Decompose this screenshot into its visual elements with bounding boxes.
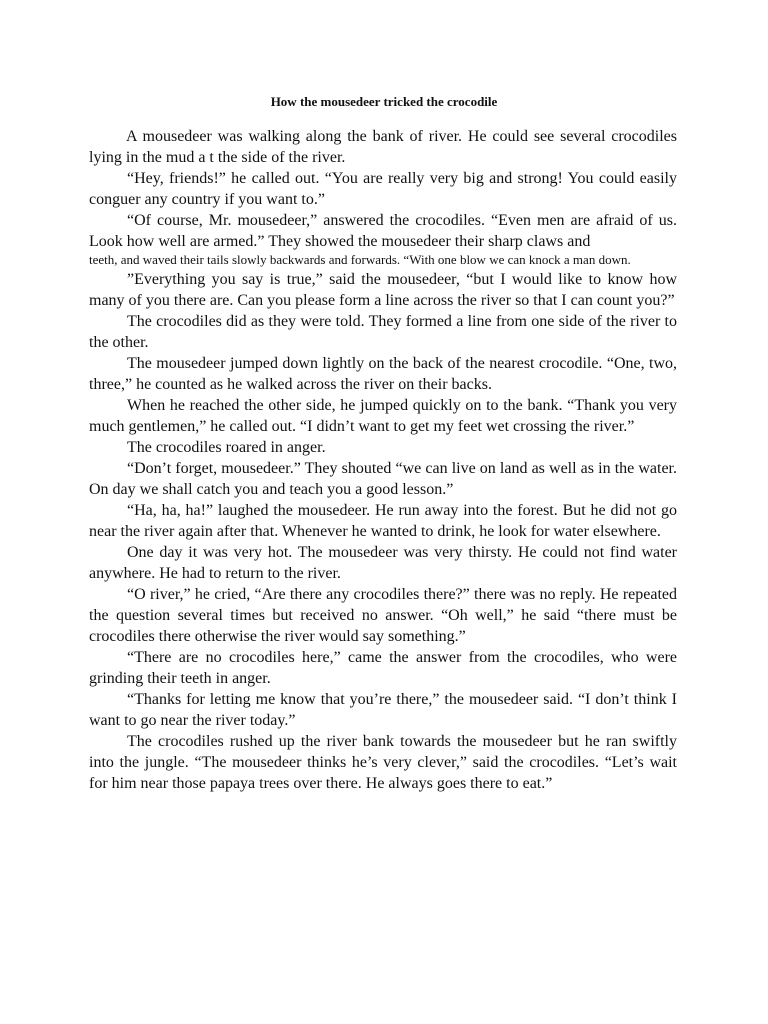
paragraph-8: The crocodiles roared in anger. (127, 438, 326, 456)
paragraph-12: “O river,” he cried, “Are there any crocodiles there?” there was no reply. He repeated the question several times but received no answer. “Oh well,” he said “there must be crocodiles there otherwise the river would say something.” (89, 585, 677, 645)
document-body (89, 126, 677, 794)
paragraph-11: One day it was very hot. The mousedeer was very thirsty. He could not find water anywhere. He had to return to the river. (89, 543, 677, 582)
paragraph-5: The crocodiles did as they were told. They formed a line from one side of the river to the other. (89, 312, 677, 351)
paragraph-4: ”Everything you say is true,” said the mousedeer, “but I would like to know how many of you there are. Can you please form a line across the river so that I can count you?” (89, 270, 677, 309)
paragraph-6: The mousedeer jumped down lightly on the back of the nearest crocodile. “One, two, three,” he counted as he walked across the river on their backs. (89, 354, 677, 393)
document-title: How the mousedeer tricked the crocodile (270, 94, 498, 109)
paragraph-13: “There are no crocodiles here,” came the answer from the crocodiles, who were grinding their teeth in anger. (89, 648, 677, 687)
paragraph-1: A mousedeer was walking along the bank of river. He could see several crocodiles lying in the mud a t the side of the river. (89, 128, 677, 166)
paragraph-3-continuation: teeth, and waved their tails slowly backwards and forwards. “With one blow we can knock a man down. (89, 252, 631, 267)
paragraph-14: “Thanks for letting me know that you’re there,” the mousedeer said. “I don’t think I want to go near the river today.” (89, 690, 677, 729)
paragraph-9: “Don’t forget, mousedeer.” They shouted “we can live on land as well as in the water. On day we shall catch you and teach you a good lesson.” (89, 459, 677, 498)
paragraph-15: The crocodiles rushed up the river bank towards the mousedeer but he ran swiftly into the jungle. “The mousedeer thinks he’s very clever,” said the crocodiles. “Let’s wait for him near those papaya trees over there. He always goes there to eat.” (89, 732, 677, 792)
paragraph-3: “Of course, Mr. mousedeer,” answered the crocodiles. “Even men are afraid of us. Look how well are armed.” They showed the mousedeer their sharp claws and (89, 212, 677, 250)
paragraph-7: When he reached the other side, he jumped quickly on to the bank. “Thank you very much gentlemen,” he called out. “I didn’t want to get my feet wet crossing the river.” (89, 396, 677, 435)
paragraph-10: “Ha, ha, ha!” laughed the mousedeer. He run away into the forest. But he did not go near the river again after that. Whenever he wanted to drink, he look for water elsewhere. (89, 501, 677, 540)
paragraph-2: “Hey, friends!” he called out. “You are really very big and strong! You could easily conguer any country if you want to.” (89, 170, 677, 208)
